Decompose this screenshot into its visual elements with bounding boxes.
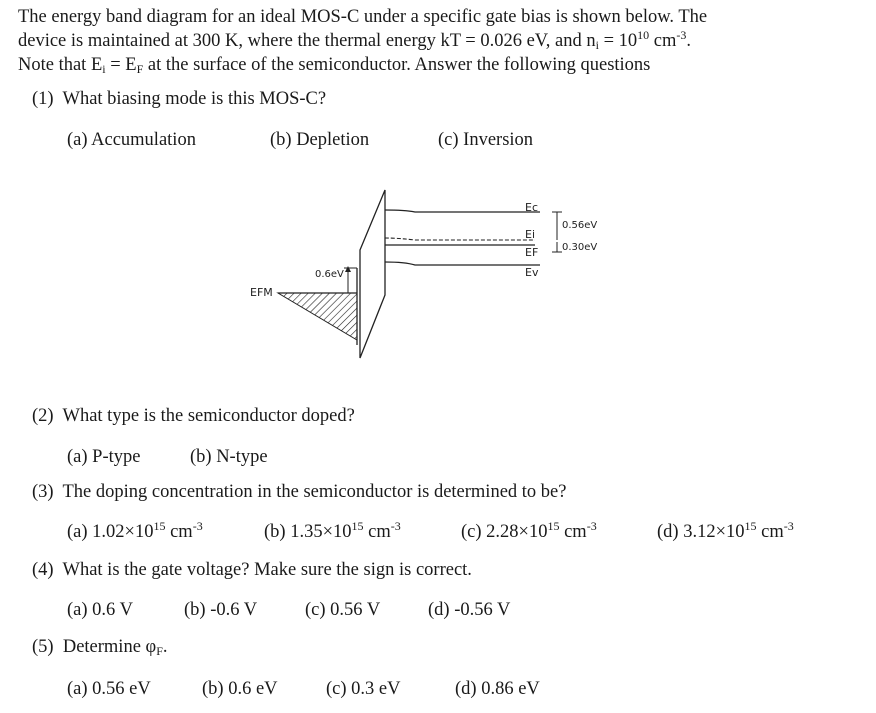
gap2-label: 0.30eV — [562, 242, 598, 253]
q1-option-a[interactable]: (a) Accumulation — [67, 130, 196, 150]
q5-option-a[interactable]: (a) 0.56 eV — [67, 679, 151, 699]
vox-arrow-head — [345, 266, 351, 272]
oxide-layer — [360, 190, 385, 358]
option-unit: cm — [363, 522, 391, 542]
ei-band — [385, 238, 535, 240]
option-text: (d) 3.12×10 — [657, 522, 745, 542]
subscript: F — [156, 644, 163, 658]
question-text: Determine φ — [62, 637, 157, 657]
intro-text: at the surface of the semiconductor. Answer the following questions — [143, 55, 651, 75]
q3-option-c[interactable] — [461, 519, 597, 543]
question-number: (1) — [32, 89, 54, 109]
metal-hatched-region — [278, 293, 357, 340]
superscript: -3 — [192, 519, 203, 533]
q3-option-a[interactable] — [67, 519, 203, 543]
energy-band-diagram — [230, 180, 630, 360]
question-5 — [32, 637, 168, 658]
question-number: (4) — [32, 560, 54, 580]
superscript: 15 — [547, 519, 560, 533]
superscript: 15 — [744, 519, 757, 533]
subscript: F — [136, 62, 144, 76]
q4-option-c[interactable]: (c) 0.56 V — [305, 600, 381, 620]
q5-option-c[interactable]: (c) 0.3 eV — [326, 679, 401, 699]
ev-label: Ev — [525, 266, 539, 279]
question-text: What type is the semiconductor doped? — [62, 406, 355, 426]
gap1-label: 0.56eV — [562, 220, 598, 231]
option-text: (c) 2.28×10 — [461, 522, 548, 542]
question-text: What is the gate voltage? Make sure the sign is correct. — [62, 560, 472, 580]
superscript: 15 — [153, 519, 166, 533]
option-unit: cm — [559, 522, 587, 542]
q2-option-a[interactable]: (a) P-type — [67, 447, 141, 467]
subscript: i — [595, 38, 599, 52]
q4-option-d[interactable]: (d) -0.56 V — [428, 600, 511, 620]
superscript: 15 — [351, 519, 364, 533]
superscript: -3 — [676, 28, 687, 42]
question-2 — [32, 406, 355, 427]
option-text: (b) 1.35×10 — [264, 522, 352, 542]
question-3 — [32, 482, 566, 503]
q4-option-b[interactable]: (b) -0.6 V — [184, 600, 258, 620]
ec-label: Ec — [525, 201, 538, 214]
subscript: i — [102, 62, 106, 76]
option-text: (a) 1.02×10 — [67, 522, 154, 542]
question-number: (3) — [32, 482, 54, 502]
question-text: What biasing mode is this MOS-C? — [62, 89, 327, 109]
intro-text: Note that E — [18, 55, 103, 75]
question-number: (5) — [32, 637, 54, 657]
superscript: -3 — [783, 519, 794, 533]
intro-text: device is maintained at 300 K, where the thermal energy kT = 0.026 eV, and n — [18, 31, 596, 51]
q3-option-b[interactable] — [264, 519, 401, 543]
intro-text: cm — [649, 31, 677, 51]
superscript: -3 — [390, 519, 401, 533]
question-4 — [32, 560, 472, 581]
ef-label: EF — [525, 246, 539, 259]
option-unit: cm — [756, 522, 784, 542]
superscript: -3 — [586, 519, 597, 533]
ev-band — [385, 262, 540, 265]
intro-text: = E — [105, 55, 137, 75]
intro-line-2 — [18, 29, 691, 54]
ec-band — [385, 210, 540, 212]
q2-option-b[interactable]: (b) N-type — [190, 447, 268, 467]
q3-option-d[interactable] — [657, 519, 794, 543]
intro-text: . — [686, 31, 692, 51]
intro-line-1: The energy band diagram for an ideal MOS-C under a specific gate bias is shown below. The — [18, 7, 708, 27]
q5-option-d[interactable]: (d) 0.86 eV — [455, 679, 540, 699]
question-text: . — [162, 637, 168, 657]
intro-line-3 — [18, 53, 650, 78]
question-1 — [32, 89, 326, 110]
question-number: (2) — [32, 406, 54, 426]
q1-option-c[interactable]: (c) Inversion — [438, 130, 534, 150]
q1-option-b[interactable]: (b) Depletion — [270, 130, 370, 150]
efm-label: EFM — [250, 286, 273, 299]
superscript: 10 — [637, 28, 650, 42]
q5-option-b[interactable]: (b) 0.6 eV — [202, 679, 278, 699]
intro-text: = 10 — [598, 31, 638, 51]
q4-option-a[interactable]: (a) 0.6 V — [67, 600, 133, 620]
option-unit: cm — [165, 522, 193, 542]
question-text: The doping concentration in the semiconductor is determined to be? — [62, 482, 567, 502]
vox-label: 0.6eV — [315, 269, 344, 280]
ei-label: Ei — [525, 228, 536, 241]
